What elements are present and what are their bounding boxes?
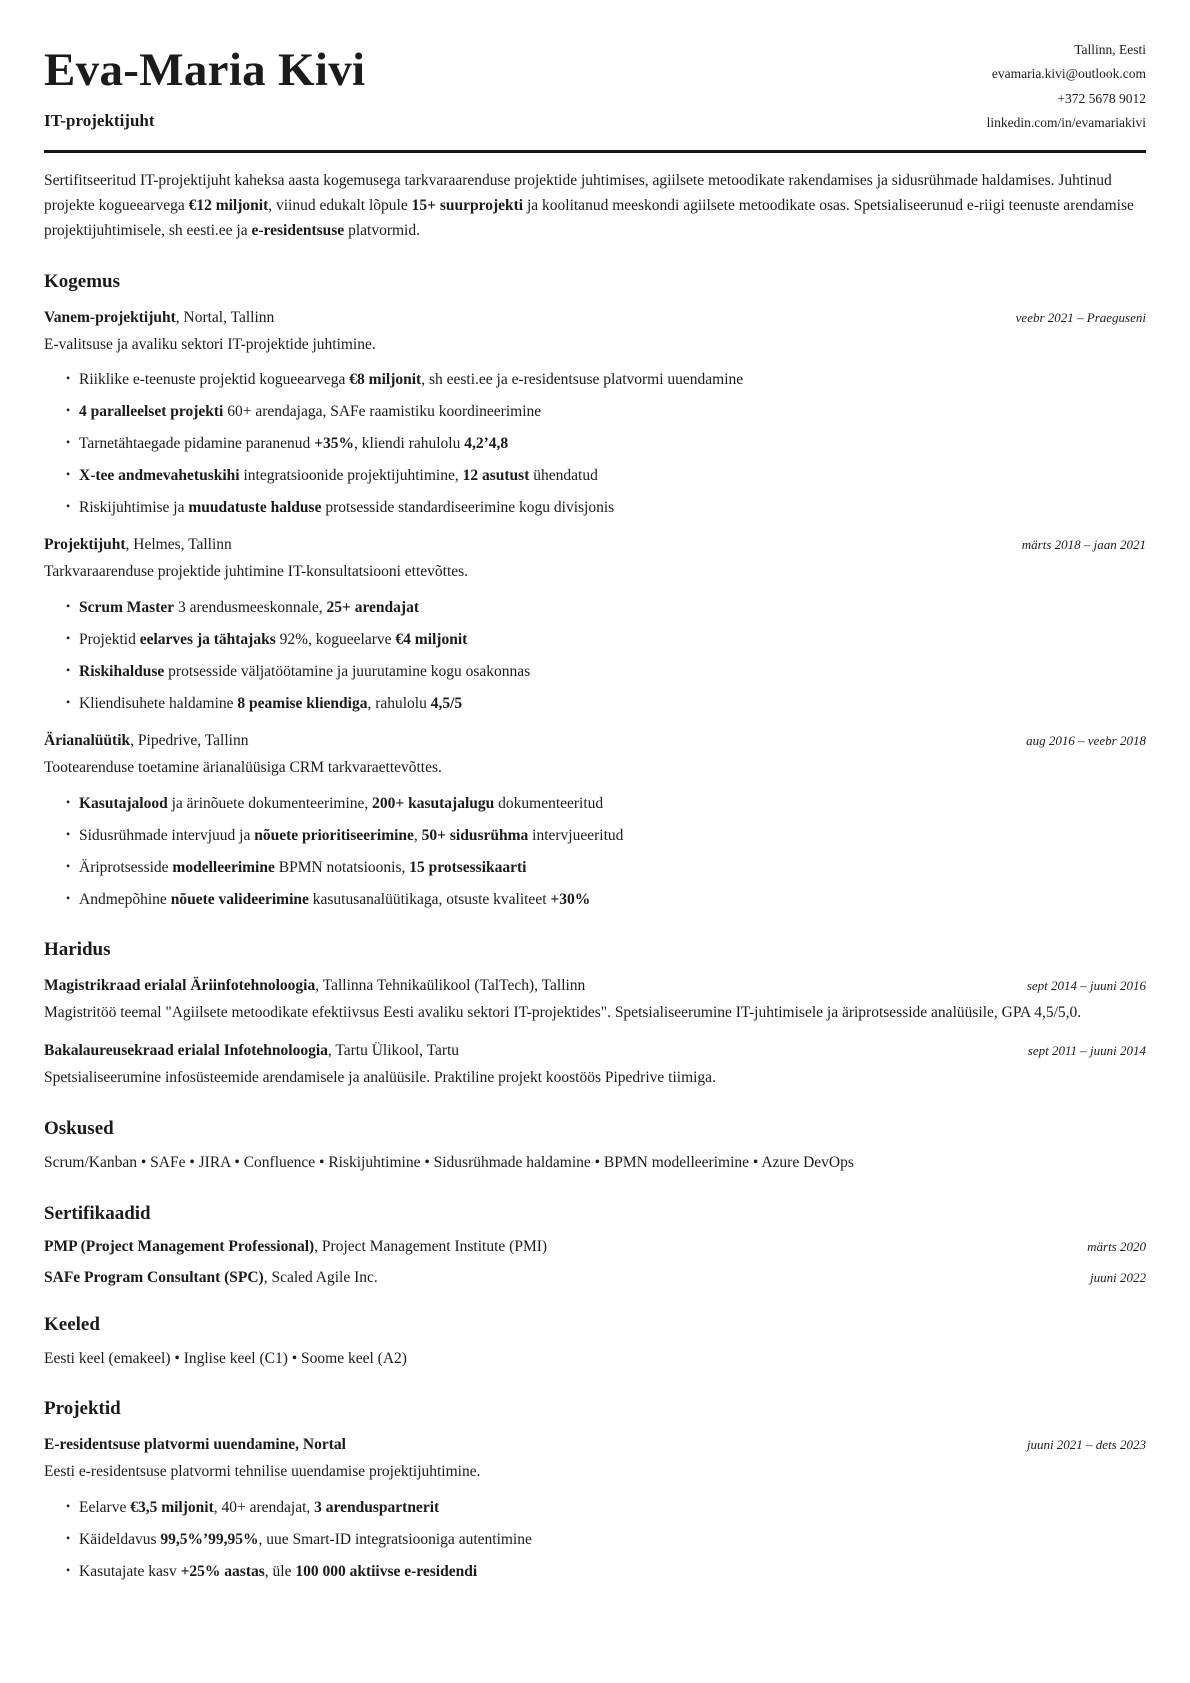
person-title: IT-projektijuht	[44, 111, 155, 131]
experience-entry	[44, 309, 1146, 521]
certification-name: PMP (Project Management Professional)	[44, 1237, 315, 1255]
bullet-item: • Kliendisuhete haldamine 8 peamise kliendiga, rahulolu 4,5/5	[66, 692, 1146, 716]
project-entry	[44, 1436, 1146, 1584]
entry-description: Tootearenduse toetamine ärianalüüsiga CRM tarkvaraettevõttes.	[44, 759, 442, 777]
bullet-item: • Scrum Master 3 arendusmeeskonnale, 25+ arendajat	[66, 596, 1146, 620]
entry-date: sept 2011 – juuni 2014	[1027, 1042, 1146, 1058]
entry-title	[44, 1436, 346, 1454]
entry-head	[44, 1238, 1146, 1256]
bullet-item: • Kasutajalood ja ärinõuete dokumenteerimine, 200+ kasutajalugu dokumenteeritud	[66, 792, 1146, 816]
bullet-item: • Äriprotsesside modelleerimine BPMN notatsioonis, 15 protsessikaarti	[66, 856, 1146, 880]
entry-bullet-list	[44, 1496, 1146, 1584]
certification-entry	[44, 1269, 1146, 1287]
entry-role: Projektijuht	[44, 536, 126, 554]
section-heading-languages: Keeled	[44, 1313, 100, 1335]
entry-head	[44, 309, 1146, 327]
bullet-item: • Andmepõhine nõuete valideerimine kasutusanalüütikaga, otsuste kvaliteet +30%	[66, 888, 1146, 912]
entry-head	[44, 1042, 1146, 1060]
contact-phone: +372 5678 9012	[1057, 90, 1146, 106]
section-heading-certifications: Sertifikaadid	[44, 1202, 151, 1224]
entry-description: E-valitsuse ja avaliku sektori IT-projektide juhtimine.	[44, 335, 376, 353]
certification-name: SAFe Program Consultant (SPC)	[44, 1268, 264, 1286]
bullet-item: • Eelarve €3,5 miljonit, 40+ arendajat, 3 arenduspartnerit	[66, 1496, 1146, 1520]
entry-head	[44, 536, 1146, 554]
entry-description: Magistritöö teemal "Agiilsete metoodikate efektiivsus Eesti avaliku sektori IT-projektides". Spetsialiseerumine IT-juhtimisele ja äriprotsesside analüüsile, GPA 4,5/5,0.	[44, 1004, 1082, 1022]
entry-date: juuni 2021 – dets 2023	[1026, 1437, 1146, 1453]
bullet-item: • Sidusrühmade intervjuud ja nõuete prioritiseerimine, 50+ sidusrühma intervjueeritud	[66, 824, 1146, 848]
degree-name: Magistrikraad erialal Äriinfotehnoloogia	[44, 977, 316, 995]
languages-line: Eesti keel (emakeel) • Inglise keel (C1) • Soome keel (A2)	[44, 1349, 407, 1367]
entry-title	[44, 1238, 547, 1256]
degree-name: Bakalaureusekraad erialal Infotehnoloogia	[44, 1041, 328, 1059]
entry-date: juuni 2022	[1090, 1269, 1146, 1285]
header-divider	[44, 150, 1146, 153]
contact-linkedin: linkedin.com/in/evamariakivi	[986, 114, 1146, 130]
degree-school: , Tartu Ülikool, Tartu	[327, 1041, 460, 1059]
entry-date: sept 2014 – juuni 2016	[1026, 978, 1146, 994]
summary-paragraph: Sertifitseeritud IT-projektijuht kaheksa aasta kogemusega tarkvaraarenduse projektide juhtimises, agiilsete metoodikate rakendamises ja sidusrühmade haldamises. Juhtinud projekte kogueearvega €12 miljonit, viinud edukalt lõpule 15+ suurprojekti ja koolitanud meeskondi agiilsete metoodikate osas. Spetsialiseerunud e-riigi teenuste arendamise projektijuhtimisele, sh eesti.ee ja e-residentsuse platvormid.	[44, 172, 1134, 239]
certification-issuer: , Project Management Institute (PMI)	[314, 1237, 548, 1255]
bullet-item: • Projektid eelarves ja tähtajaks 92%, kogueelarve €4 miljonit	[66, 628, 1146, 652]
contact-location: Tallinn, Eesti	[1074, 42, 1146, 57]
entry-date: aug 2016 – veebr 2018	[1026, 733, 1146, 749]
entry-org: , Nortal, Tallinn	[175, 308, 275, 326]
entry-description: Eesti e-residentsuse platvormi tehnilise uuendamise projektijuhtimine.	[44, 1463, 481, 1481]
bullet-item: • X-tee andmevahetuskihi integratsioonide projektijuhtimine, 12 asutust ühendatud	[66, 464, 1146, 488]
header-left	[44, 36, 365, 131]
certification-issuer: , Scaled Agile Inc.	[263, 1268, 378, 1286]
entry-date: märts 2018 – jaan 2021	[1021, 537, 1146, 553]
entry-title	[44, 309, 274, 327]
entry-date: veebr 2021 – Praeguseni	[1015, 309, 1146, 325]
entry-head	[44, 977, 1146, 995]
degree-school: , Tallinna Tehnikaülikool (TalTech), Tallinn	[315, 977, 586, 995]
section-heading-experience: Kogemus	[44, 270, 120, 292]
education-entry	[44, 977, 1146, 1026]
contact-email: evamaria.kivi@outlook.com	[991, 66, 1146, 82]
entry-bullet-list	[44, 596, 1146, 716]
entry-date: märts 2020	[1087, 1238, 1146, 1254]
entry-description: Tarkvaraarenduse projektide juhtimine IT-konsultatsiooni ettevõttes.	[44, 563, 469, 581]
entry-role: Ärianalüütik	[44, 732, 131, 750]
resume-header	[44, 36, 1146, 135]
entry-head	[44, 732, 1146, 750]
experience-entry	[44, 536, 1146, 716]
entry-role: Vanem-projektijuht	[44, 308, 176, 326]
person-name: Eva-Maria Kivi	[44, 44, 366, 96]
entry-head	[44, 1269, 1146, 1287]
entry-bullet-list	[44, 368, 1146, 520]
experience-entry	[44, 732, 1146, 912]
entry-head	[44, 1436, 1146, 1454]
bullet-item: • Riskihalduse protsesside väljatöötamine ja juurutamine kogu osakonnas	[66, 660, 1146, 684]
section-heading-skills: Oskused	[44, 1117, 114, 1139]
entry-title	[44, 1269, 378, 1287]
entry-title	[44, 1042, 459, 1060]
entry-title	[44, 732, 248, 750]
contact-block	[987, 36, 1146, 135]
entry-title	[44, 977, 585, 995]
entry-title	[44, 536, 232, 554]
skills-line: Scrum/Kanban • SAFe • JIRA • Confluence • Riskijuhtimine • Sidusrühmade haldamine • BPMN modelleerimine • Azure DevOps	[44, 1153, 854, 1171]
entry-org: , Helmes, Tallinn	[125, 536, 232, 554]
entry-org: , Pipedrive, Tallinn	[130, 732, 249, 750]
bullet-item: • Riiklike e-teenuste projektid kogueearvega €8 miljonit, sh eesti.ee ja e-residentsuse platvormi uuendamine	[66, 368, 1146, 392]
bullet-item: • 4 paralleelset projekti 60+ arendajaga, SAFe raamistiku koordineerimine	[66, 400, 1146, 424]
section-heading-projects: Projektid	[44, 1398, 121, 1420]
entry-bullet-list	[44, 792, 1146, 912]
bullet-item: • Käideldavus 99,5%ʼ99,95%, uue Smart-ID integratsiooniga autentimine	[66, 1528, 1146, 1552]
section-heading-education: Haridus	[44, 939, 111, 961]
bullet-item: • Riskijuhtimise ja muudatuste halduse protsesside standardiseerimine kogu divisjonis	[66, 496, 1146, 520]
bullet-item: • Kasutajate kasv +25% aastas, üle 100 000 aktiivse e-residendi	[66, 1560, 1146, 1584]
certification-entry	[44, 1238, 1146, 1256]
education-entry	[44, 1042, 1146, 1091]
bullet-item: • Tarnetähtaegade pidamine paranenud +35%, kliendi rahulolu 4,2ʼ4,8	[66, 432, 1146, 456]
entry-description: Spetsialiseerumine infosüsteemide arendamisele ja analüüsile. Praktiline projekt koostöös Pipedrive tiimiga.	[44, 1068, 716, 1086]
project-name: E-residentsuse platvormi uuendamine, Nortal	[44, 1436, 346, 1454]
